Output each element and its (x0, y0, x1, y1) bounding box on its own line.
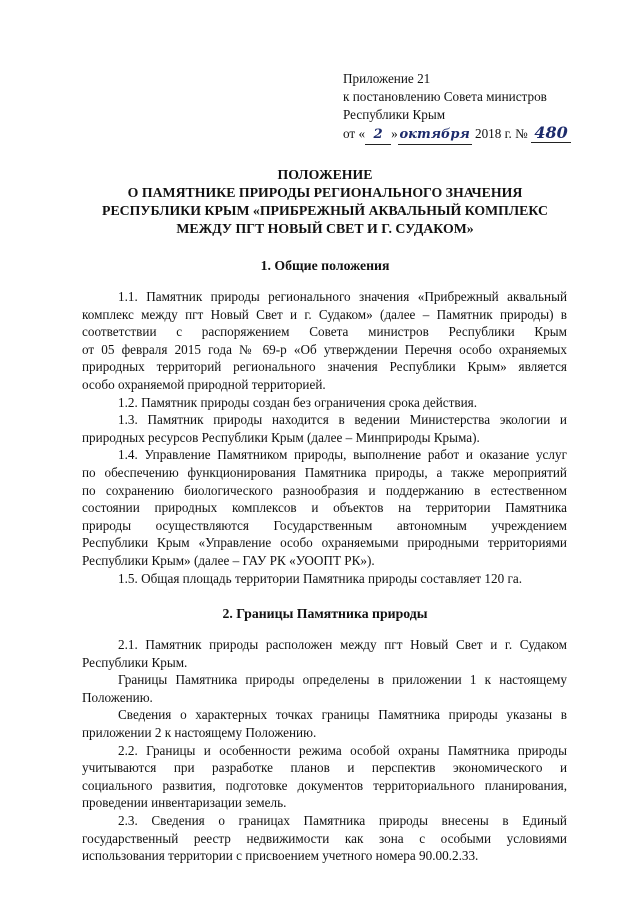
text-line: 2.3. Сведения о границах Памятника природы внесены в Единый (118, 813, 567, 828)
text-line: Республики Крым «Управление особо охраняемыми природными территориями (82, 535, 567, 551)
text-line: комплекс между пгт Новый Свет и г. Судаком» (далее – Памятник природы) в (82, 306, 567, 322)
appendix-line: Республики Крым (343, 107, 446, 122)
text-line: приложении 2 к настоящему Положению. (82, 724, 317, 740)
date-mid: » (391, 126, 398, 141)
text-line: особо охраняемой природной территорией. (82, 376, 326, 392)
paragraph-2-2 (82, 742, 567, 812)
paragraph-1-5 (82, 570, 567, 588)
date-prefix: от « (343, 126, 366, 141)
text-line: Границы Памятника природы определены в приложении 1 к настоящему (118, 672, 567, 688)
text-line: 1.2. Памятник природы создан без ограничения срока действия. (118, 394, 478, 410)
text-line: учитываются при разработке планов и перспектив экономического и (82, 760, 567, 776)
appendix-date-line (343, 124, 603, 145)
text-line: по сохранению биологического разнообразия и поддержанию в естественном (82, 482, 567, 498)
text-line: государственный реестр недвижимости как зона с особыми условиями (82, 830, 567, 846)
text-line: природы осуществляются Государственным автономным учреждением (82, 517, 567, 533)
text-line: Положению. (82, 689, 153, 705)
appendix-line: Приложение 21 (343, 71, 431, 86)
handwritten-doc-number: 480 (531, 124, 571, 143)
text-line: 1.5. Общая площадь территории Памятника природы составляет 120 га. (118, 570, 523, 586)
text-line: соответствии с распоряжением Совета министров Республики Крым (82, 324, 567, 340)
text-line: от 05 февраля 2015 года № 69-р «Об утверждении Перечня особо охраняемых (82, 341, 567, 357)
text-line: состоянии природных комплексов и объектов на территории Памятника (82, 500, 567, 516)
paragraph-2-1 (82, 636, 567, 671)
document-title (70, 166, 580, 238)
text-line: Сведения о характерных точках границы Памятника природы указаны в (118, 707, 567, 723)
text-line: Республики Крым» (далее – ГАУ РК «УООПТ РК»). (82, 552, 375, 568)
text-line: использования территории с присвоением учетного номера 90.00.2.33. (82, 848, 479, 864)
paragraph-2-1-borders (82, 671, 567, 706)
text-line: природных ресурсов Республики Крым (далее – Минприроды Крыма). (82, 429, 480, 445)
section-2-heading: 2. Границы Памятника природы (222, 606, 428, 621)
text-line: 2.1. Памятник природы расположен между пгт Новый Свет и г. Судаком (118, 637, 567, 652)
title-line: МЕЖДУ ПГТ НОВЫЙ СВЕТ И Г. СУДАКОМ» (176, 221, 474, 236)
title-line: РЕСПУБЛИКИ КРЫМ «ПРИБРЕЖНЫЙ АКВАЛЬНЫЙ КОМПЛЕКС (102, 203, 548, 218)
text-line: социального развития, подготовке документов территориального планирования, (82, 777, 567, 793)
paragraph-1-3 (82, 411, 567, 446)
appendix-header (343, 70, 603, 145)
title-line: О ПАМЯТНИКЕ ПРИРОДЫ РЕГИОНАЛЬНОГО ЗНАЧЕНИЯ (127, 185, 523, 200)
text-line: 1.1. Памятник природы регионального значения «Прибрежный аквальный (118, 289, 567, 304)
paragraph-1-1 (82, 288, 567, 394)
paragraph-2-1-points (82, 706, 567, 741)
text-line: 1.4. Управление Памятником природы, выполнение работ и оказание услуг (118, 447, 567, 463)
text-line: проведении инвентаризации земель. (82, 795, 287, 811)
text-line: 1.3. Памятник природы находится в ведении Министерства экологии и (118, 412, 567, 428)
text-line: 2.2. Границы и особенности режима особой охраны Памятника природы (118, 742, 567, 758)
paragraph-2-3 (82, 812, 567, 865)
handwritten-month: октября (398, 126, 472, 145)
title-line: ПОЛОЖЕНИЕ (277, 167, 373, 182)
text-line: по обеспечению функционирования Памятника природы, а также мероприятий (82, 464, 567, 480)
paragraph-1-4 (82, 446, 567, 569)
appendix-line: к постановлению Совета министров (343, 89, 547, 104)
section-1-heading: 1. Общие положения (260, 258, 390, 273)
text-line: природных территорий регионального значения Республики Крым» является (82, 359, 567, 375)
date-year: 2018 г. № (474, 126, 528, 141)
handwritten-day: 2 (365, 126, 391, 145)
text-line: Республики Крым. (82, 654, 188, 670)
paragraph-1-2 (82, 394, 567, 412)
